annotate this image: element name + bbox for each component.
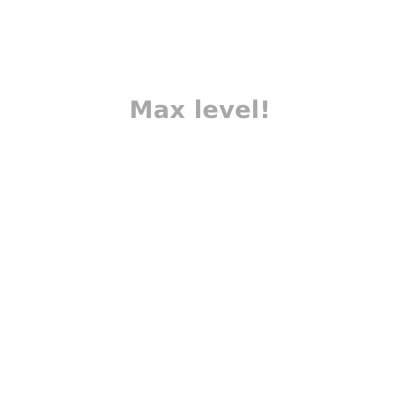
max-level-message: Max level! xyxy=(129,96,271,124)
